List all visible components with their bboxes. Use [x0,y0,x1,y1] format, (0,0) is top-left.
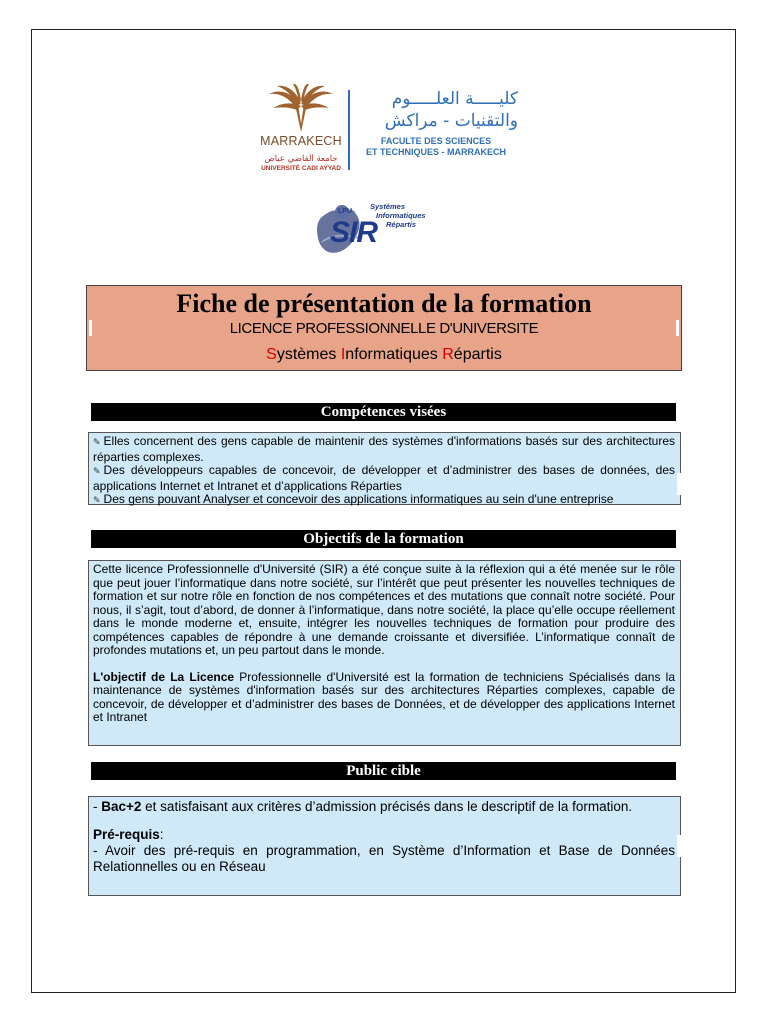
sir-logo-lettering: SIR [330,216,378,249]
sir-logo-word: Informatiques [376,211,426,220]
fst-logo [354,88,518,158]
public-admission [93,799,675,815]
program-word-rest: nformatiques [345,346,443,363]
competence-text: Elles concernent des gens capable de maintenir des systèmes d'informations basés sur des architectures réparties complexes. [93,434,675,464]
uca-logo-arabic: جامعة القاضي عياض [264,154,338,164]
sir-logo [312,198,442,260]
edge-mark [89,320,92,336]
dash-prefix: - [93,799,102,814]
program-initial: R [442,346,454,363]
uca-logo-subtitle: UNIVERSITÉ CADI AYYAD [261,165,341,172]
prereq-heading [93,827,675,843]
objectifs-box [88,560,681,746]
uca-logo [258,84,344,176]
document-title: Fiche de présentation de la formation [176,289,592,318]
objectifs-licence-text: Professionnelle d'Université est la formation de techniciens Spécialisés dans la maintenance de systèmes d'information basés sur des architectures Réparties complexes, capable de concevoir, de développer et d’administrer des bases de Données, et de développer des applications Internet et Intranet [93,669,675,724]
program-word-rest: ystèmes [276,346,341,363]
paragraph-gap [93,815,675,827]
sir-logo-words [370,202,426,229]
public-admission-text: et satisfaisant aux critères d’admission précisés dans le descriptif de la formation. [141,799,633,814]
header-logos [258,84,518,176]
prereq-colon: : [159,827,164,842]
prereq-label: Pré-requis [93,827,160,842]
competences-header: Compétences visées [91,403,676,421]
program-initial: I [340,346,346,363]
competence-item [93,464,675,493]
logo-divider [348,90,350,170]
competences-box [88,432,681,505]
prereq-text: - Avoir des pré-requis en programmation, en Système d’Information et Base de Données Relationnelles ou en Réseau [93,843,675,874]
title-box [86,285,682,371]
public-header: Public cible [91,762,676,780]
public-bac-label: Bac+2 [101,799,142,814]
sir-logo-lpu: LPU [338,208,352,215]
public-box [88,796,681,896]
fst-latin-line1: FACULTE DES SCIENCES [380,136,492,146]
objectifs-licence-label: L'objectif de La Licence [93,669,235,684]
program-word-rest: épartis [453,346,502,363]
edge-mark [677,473,681,495]
sir-logo-word: Répartis [386,220,417,229]
objectifs-licence-paragraph [93,671,675,725]
competence-item [93,493,675,509]
program-name [87,346,681,364]
edge-mark [677,835,681,857]
pencil-bullet-icon: ✎ [93,438,101,448]
edge-mark [676,320,679,336]
competence-text: Des développeurs capables de concevoir, de développer et d’administrer des bases de données, des applications Internet et Intranet et d’applications Réparties [93,463,675,493]
pencil-bullet-icon: ✎ [93,496,101,506]
objectifs-header: Objectifs de la formation [91,530,676,548]
palm-emblem-icon [265,84,337,134]
uca-logo-name: MARRAKECH [260,134,342,148]
competence-item [93,435,675,464]
document-subtitle: LICENCE PROFESSIONNELLE D'UNIVERSITE [229,320,539,337]
objectifs-paragraph: Cette licence Professionnelle d'Université (SIR) a été conçue suite à la réflexion qui a été menée sur le rôle que peut jouer l’informatique dans notre société, sur l’intérêt que peut présenter les nouvelles techniques de formation et sur notre rôle en fonction de nos compétences et des mutations que connaît notre société. Pour nous, il s’agit, tout d’abord, de donner à l’informatique, dans notre société, la place qu’elle occupe réellement dans le monde moderne et, ensuite, intégrer les nouvelles techniques de formation pour produire des compétences capables de répondre à une demande croissante et diversifiée. L’informatique connaît de profondes mutations et, un peu partout dans le monde. [93,562,675,657]
program-initial: S [266,346,277,363]
fst-arabic-line2: والتقنيات - مراكش [384,111,518,131]
fst-arabic-line1: كليـــــة العلـــــوم [391,89,518,109]
sir-logo-word: Systèmes [370,202,406,211]
competence-text: Des gens pouvant Analyser et concevoir des applications informatiques au sein d'une entreprise [103,492,614,506]
pencil-bullet-icon: ✎ [93,467,101,477]
fst-latin-line2: ET TECHNIQUES - MARRAKECH [365,147,506,157]
